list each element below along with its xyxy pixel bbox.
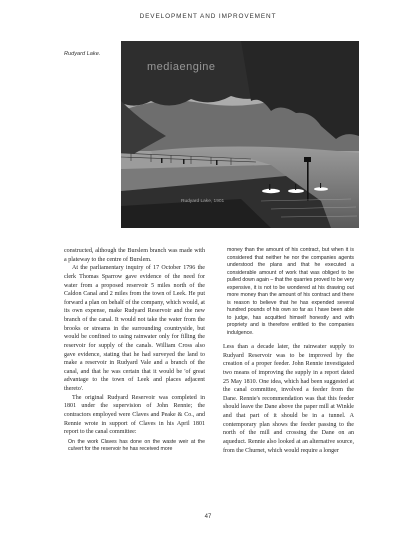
left-column [64,247,205,454]
photo-credit: Rudyard Lake, 1901 [181,199,225,204]
running-head: DEVELOPMENT AND IMPROVEMENT [139,13,277,20]
page-number: 47 [204,514,212,520]
rudyard-lake-photo [121,41,359,228]
paragraph: The original Rudyard Reservoir was completed in 1801 under the supervision of John Rennie; the contractors employed were Claves and Peake & Co., and Rennie wrote in support of Claves in his April 1801 report to the canal committee: [64,394,205,436]
paragraph: Less than a decade later, the rainwater supply to Rudyard Reservoir was to be improved by the creation of a proper feeder. John Rennie investigated two means of improving the supply in a report dated 25 May 1810. One idea, which had been suggested at the canal committee, involved a feeder from the Dane. Rennie's recommendation was that this feeder should leave the Dane above the paper mill at Winkle and that part of it should be in a tunnel. A contemporary plan shows the feeder passing to the north of the mill and crossing the Dane on an aqueduct. Rennie also looked at an alternative source, from the Churnet, which would require a longer [223,344,354,454]
paragraph: At the parliamentary inquiry of 17 October 1796 the clerk Thomas Sparrow gave evidence of the need for water from a proposed reservoir 5 miles north of the Caldon Canal and 2 miles from the town of Leek. He put forward a plan on behalf of the company, which would, at its own expense, make Rudyard Reservoir and the new branch of the canal. It would not take the water from the brooks or streams in the surrounding countryside, but would be confined to using rainwater only for filling the reservoir for supply of the canals. William Cross also gave evidence, stating that he had surveyed the land to make a reservoir in Rudyard Vale and a branch of the canal, and that he was certain that it would be 'of great advantage to the town of Leek and places adjacent thereto'. [64,265,205,392]
right-column [223,247,354,455]
figure-caption: Rudyard Lake. [64,51,101,57]
block-quote-continued: money than the amount of his contract, but when it is considered that neither he nor the companies agents understood the plans and that he executed a considerable amount of work that was obliged to be pulled down again – that the quarries proved to be very expensive, it is not to be wondered at his drawing out more money than the amount of his contract and there is reason to believe that he has expended several hundred pounds of his own so far as I have been able to judge, has acquitted himself honestly and with propriety and is therefore entitled to the companies indulgence. [227,247,354,336]
photo-watermark: mediaengine [147,61,216,73]
block-quote: On the work Claves has done on the waste weir at the culvert for the reservoir he has received more [68,438,205,453]
paragraph: constructed, although the Burslem branch was made with a plateway to the centre of Burslem. [64,248,205,263]
